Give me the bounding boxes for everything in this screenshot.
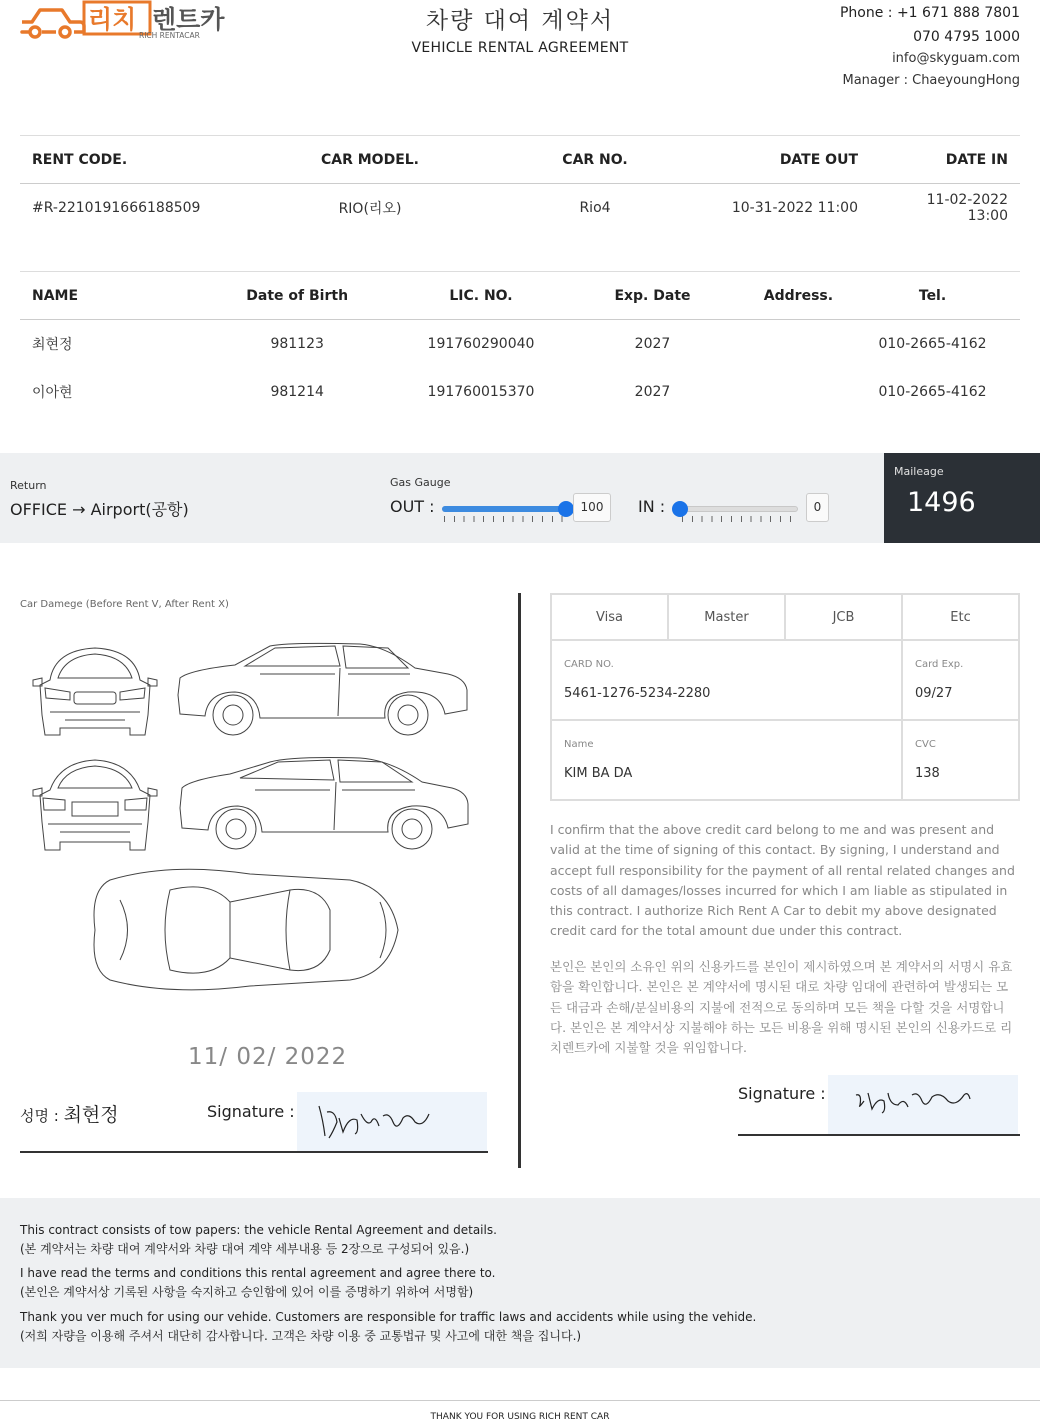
return-label: Return bbox=[10, 479, 47, 492]
note-2-korean: (본인은 계약서상 기록된 사항을 숙지하고 승인함에 있어 이를 증명하기 위하여 서명함) bbox=[20, 1285, 474, 1299]
column-header-rent-code: RENT CODE. bbox=[20, 136, 250, 184]
mileage-value: 1496 bbox=[907, 487, 976, 518]
signing-date: 11/ 02/ 2022 bbox=[188, 1044, 348, 1070]
slider-thumb[interactable] bbox=[672, 501, 688, 517]
card-exp-value: 09/27 bbox=[915, 686, 953, 701]
date-out: 10-31-2022 11:00 bbox=[731, 199, 858, 216]
column-header-date-in: DATE IN bbox=[870, 136, 1020, 184]
gas-gauge-label: Gas Gauge bbox=[390, 476, 451, 489]
driver-license: 191760015370 bbox=[427, 383, 535, 400]
column-header-tel: Tel. bbox=[845, 272, 1020, 320]
car-damage-diagram[interactable] bbox=[30, 640, 480, 1020]
gas-out-label: OUT : bbox=[390, 497, 435, 516]
column-header-car-no: CAR NO. bbox=[490, 136, 700, 184]
renter-name-value: 최현정 bbox=[63, 1104, 119, 1126]
renter-signature-label: Signature : bbox=[207, 1102, 295, 1121]
column-header-dob: Date of Birth bbox=[186, 272, 409, 320]
card-number-label: CARD NO. bbox=[564, 659, 614, 670]
car-side-view-right bbox=[180, 758, 468, 850]
section-divider bbox=[518, 593, 521, 1168]
card-brand-master[interactable]: Master bbox=[669, 595, 784, 639]
table-header-row bbox=[20, 272, 1020, 320]
rental-info-table bbox=[20, 135, 1020, 232]
slider-track bbox=[680, 506, 798, 512]
card-exp-label: Card Exp. bbox=[915, 659, 964, 670]
driver-name: 최현정 bbox=[32, 336, 73, 353]
driver-exp-date: 2027 bbox=[634, 335, 671, 352]
column-header-car-model: CAR MODEL. bbox=[250, 136, 490, 184]
column-header-name: NAME bbox=[20, 272, 186, 320]
logo-subtext: RICH RENTACAR bbox=[139, 31, 200, 40]
car-model: RIO(리오) bbox=[338, 200, 402, 217]
payment-terms-english: I confirm that the above credit card belong to me and was present and valid at the time of signing of this contact. By signing, I understand and accept full responsibility for the payment of all rental related changes and costs of all damages/losses incurred for which I am liable as stipulated in this contract. I authorize Rich Rent A Car to debit my above designated credit card for the total amount due under this contract. bbox=[550, 822, 1015, 939]
rent-code: #R-2210191666188509 bbox=[32, 199, 201, 216]
card-holder-label: Name bbox=[564, 739, 594, 750]
mileage-label: Maileage bbox=[894, 465, 944, 478]
footer-thank-you: THANK YOU FOR USING RICH RENT CAR bbox=[430, 1412, 610, 1422]
card-number-row bbox=[552, 641, 1018, 719]
note-1-korean: (본 계약서는 차량 대여 계약서와 차량 대여 계약 세부내용 등 2장으로 구성되어 있음.) bbox=[20, 1242, 470, 1256]
driver-dob: 981123 bbox=[270, 335, 324, 352]
driver-tel: 010-2665-4162 bbox=[878, 383, 987, 400]
card-cvc-value: 138 bbox=[915, 766, 940, 781]
slider-fill bbox=[442, 506, 566, 512]
gas-out-value[interactable]: 100 bbox=[573, 493, 611, 522]
card-brand-jcb[interactable]: JCB bbox=[786, 595, 901, 639]
signature-underline bbox=[20, 1151, 488, 1153]
car-top-view bbox=[94, 869, 398, 990]
cardholder-signature-label: Signature : bbox=[738, 1084, 826, 1103]
card-holder-row bbox=[552, 721, 1018, 799]
cardholder-signature-pad[interactable] bbox=[828, 1075, 1018, 1135]
note-2-english: I have read the terms and conditions this rental agreement and agree there to. bbox=[20, 1266, 496, 1280]
gas-in-label: IN : bbox=[638, 497, 666, 516]
card-brand-visa[interactable]: Visa bbox=[552, 595, 667, 639]
car-front-view bbox=[33, 648, 157, 735]
card-holder-field[interactable] bbox=[552, 721, 901, 799]
gas-in-value[interactable]: 0 bbox=[806, 493, 829, 522]
column-header-exp-date: Exp. Date bbox=[553, 272, 752, 320]
slider-ticks bbox=[682, 516, 796, 522]
note-1-english: This contract consists of tow papers: the vehicle Rental Agreement and details. bbox=[20, 1223, 497, 1237]
document-title-korean: 차량 대여 계약서 bbox=[425, 8, 615, 34]
car-damage-label: Car Damege (Before Rent V, After Rent X) bbox=[20, 599, 229, 610]
card-number-field[interactable] bbox=[552, 641, 901, 719]
gas-out-slider[interactable] bbox=[442, 498, 566, 528]
document-title-english: VEHICLE RENTAL AGREEMENT bbox=[411, 40, 629, 56]
table-row bbox=[20, 320, 1020, 368]
column-header-address: Address. bbox=[752, 272, 845, 320]
logo-text-main: 렌트카 bbox=[152, 5, 225, 34]
logo-text-accent: 리치 bbox=[88, 5, 137, 34]
renter-signature-pad[interactable] bbox=[297, 1092, 487, 1152]
table-header-row bbox=[20, 136, 1020, 184]
slider-ticks bbox=[444, 516, 564, 522]
driver-exp-date: 2027 bbox=[634, 383, 671, 400]
renter-name-field bbox=[20, 1100, 119, 1127]
driver-address bbox=[752, 320, 845, 368]
gas-in-slider[interactable] bbox=[680, 498, 798, 528]
renter-name-label: 성명 : bbox=[20, 1107, 64, 1125]
card-holder-value: KIM BA DA bbox=[564, 766, 633, 781]
contact-info bbox=[840, 4, 1020, 90]
slider-thumb[interactable] bbox=[558, 501, 574, 517]
rental-status-bar bbox=[0, 453, 1040, 543]
card-brand-row bbox=[552, 595, 1018, 639]
car-number: Rio4 bbox=[579, 199, 611, 216]
table-row bbox=[20, 368, 1020, 416]
driver-tel: 010-2665-4162 bbox=[878, 335, 987, 352]
note-3-korean: (저희 자량을 이용해 주셔서 대단히 감사합니다. 고객은 차량 이용 중 교통법규 및 사고에 대한 책을 집니다.) bbox=[20, 1329, 582, 1343]
car-side-view-left bbox=[178, 643, 467, 735]
card-brand-etc[interactable]: Etc bbox=[903, 595, 1018, 639]
return-route: OFFICE → Airport(공항) bbox=[10, 500, 189, 519]
manager-name: Manager : ChaeyoungHong bbox=[842, 73, 1020, 88]
payment-card-table bbox=[550, 593, 1020, 801]
signature-underline bbox=[738, 1134, 1020, 1136]
contract-notes bbox=[0, 1198, 1040, 1368]
contact-email: info@skyguam.com bbox=[892, 51, 1020, 66]
column-header-license: LIC. NO. bbox=[409, 272, 553, 320]
card-exp-field[interactable] bbox=[903, 641, 1018, 719]
date-in: 11-02-2022 13:00 bbox=[926, 191, 1008, 224]
card-number-value: 5461-1276-5234-2280 bbox=[564, 686, 711, 701]
driver-name: 이아현 bbox=[32, 384, 73, 401]
column-header-date-out: DATE OUT bbox=[700, 136, 870, 184]
note-3-english: Thank you ver much for using our vehide. Customers are responsible for traffic laws and accidents while using the vehide. bbox=[20, 1310, 757, 1324]
footer-divider bbox=[0, 1400, 1040, 1401]
driver-info-table bbox=[20, 271, 1020, 416]
card-cvc-label: CVC bbox=[915, 739, 936, 750]
table-row bbox=[20, 184, 1020, 232]
phone-secondary: 070 4795 1000 bbox=[913, 29, 1020, 45]
mileage-panel bbox=[884, 453, 1040, 543]
driver-dob: 981214 bbox=[270, 383, 324, 400]
phone-primary: Phone : +1 671 888 7801 bbox=[839, 5, 1020, 21]
driver-license: 191760290040 bbox=[427, 335, 535, 352]
payment-terms-korean: 본인은 본인의 소유인 위의 신용카드를 본인이 제시하였으며 본 계약서의 서명시 유효함을 확인합니다. 본인은 본 계약서에 명시된 대로 차량 임대에 관련하여 발생되는 모든 대금과 손해/분실비용의 지불에 전적으로 동의하며 모든 책을 다할 것을 서명합니다. 본인은 본 계약서상 지불해야 하는 모든 비용을 위해 명시된 본인의 신용카드로 리치렌트카에 지불할 것을 위임합니다. bbox=[550, 959, 1013, 1056]
driver-address bbox=[752, 368, 845, 416]
card-cvc-field[interactable] bbox=[903, 721, 1018, 799]
car-rear-view bbox=[33, 760, 157, 850]
